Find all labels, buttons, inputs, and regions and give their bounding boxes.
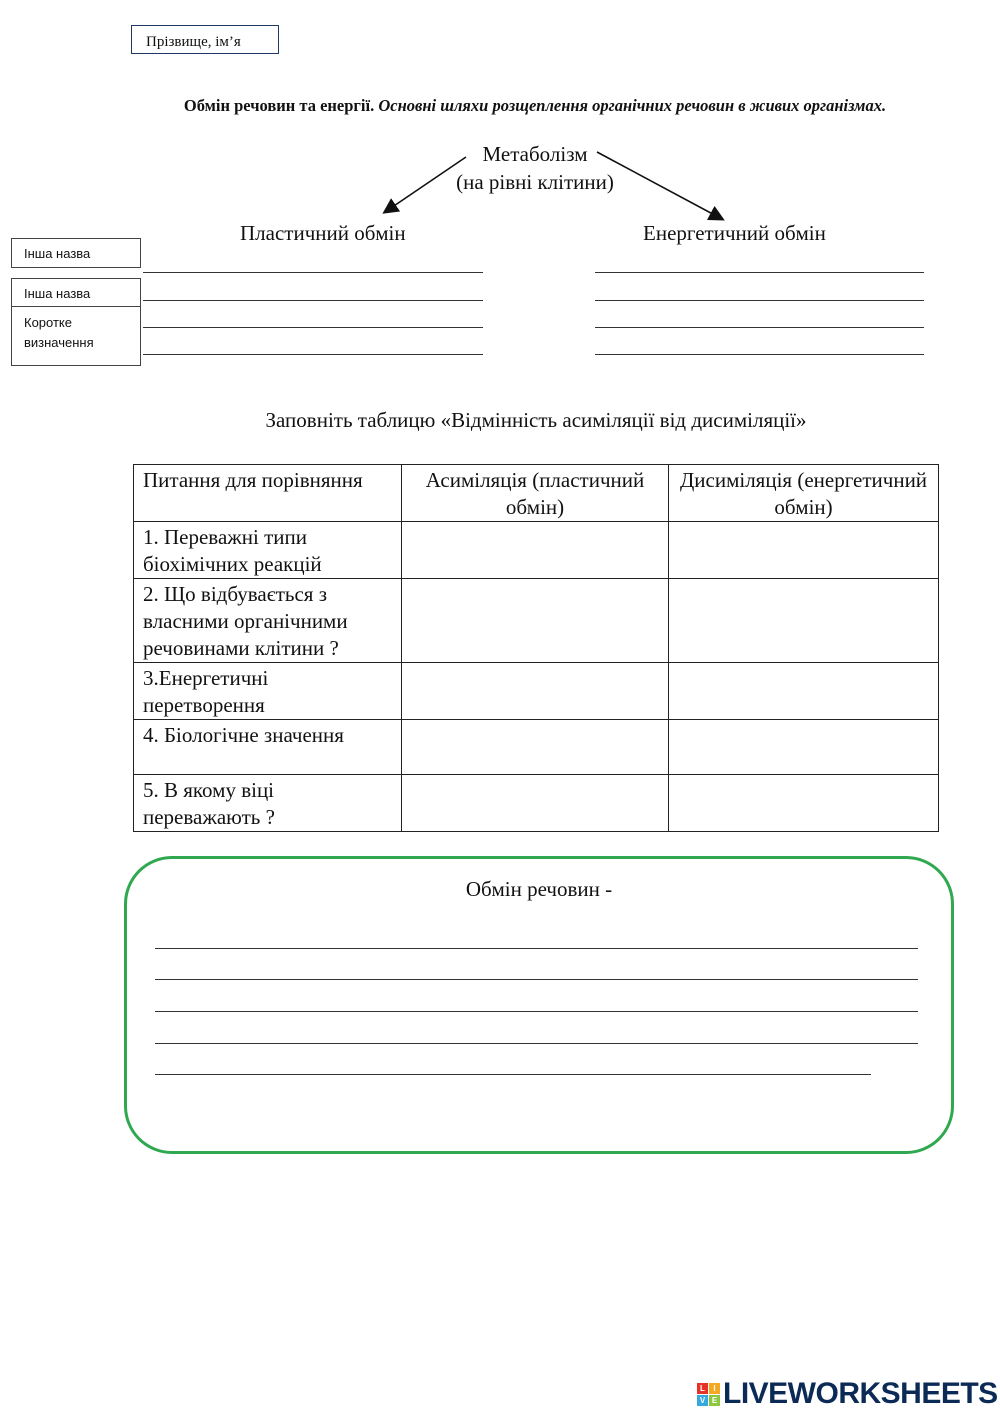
side-label-short-definition	[11, 306, 141, 366]
row-question: 1. Переважні типи біохімічних реакцій	[134, 522, 402, 579]
dissimilation-answer-cell[interactable]	[669, 522, 939, 579]
table-row	[134, 775, 939, 832]
assimilation-answer-cell[interactable]	[402, 663, 669, 720]
header-dissimilation: Дисиміляція (енергетичний обмін)	[669, 465, 939, 522]
definition-line-2[interactable]	[155, 979, 918, 980]
logo-letter: I	[709, 1383, 720, 1394]
answer-line-energy-4[interactable]	[595, 354, 924, 355]
header-comparison-question: Питання для порівняння	[134, 465, 402, 522]
answer-line-energy-3[interactable]	[595, 327, 924, 328]
metabolism-label: Метаболізм	[482, 142, 588, 166]
definition-label: Обмін речовин -	[465, 877, 613, 901]
arrow-left	[385, 157, 466, 212]
side-label-other-name-2	[11, 278, 141, 307]
answer-line-energy-1[interactable]	[595, 272, 924, 273]
side-label-text: Коротке визначення	[24, 315, 94, 350]
dissimilation-answer-cell[interactable]	[669, 579, 939, 663]
table-row	[134, 579, 939, 663]
answer-line-plastic-2[interactable]	[143, 300, 483, 301]
table-caption: Заповніть таблицю «Відмінність асиміляції від дисиміляції»	[265, 408, 807, 432]
assimilation-answer-cell[interactable]	[402, 579, 669, 663]
diagram-arrows	[0, 0, 1000, 260]
logo-text: LIVEWORKSHEETS	[723, 1377, 998, 1410]
answer-line-plastic-3[interactable]	[143, 327, 483, 328]
answer-line-plastic-4[interactable]	[143, 354, 483, 355]
table-row	[134, 720, 939, 775]
answer-line-energy-2[interactable]	[595, 300, 924, 301]
plastic-exchange-heading: Пластичний обмін	[240, 221, 406, 245]
energy-exchange-heading: Енергетичний обмін	[643, 221, 826, 245]
logo-letter: V	[697, 1395, 708, 1406]
definition-line-3[interactable]	[155, 1011, 918, 1012]
title-italic: Основні шляхи розщеплення органічних речовин в живих організмах.	[378, 96, 887, 115]
assimilation-answer-cell[interactable]	[402, 522, 669, 579]
definition-line-1[interactable]	[155, 948, 918, 949]
table-row	[134, 522, 939, 579]
side-label-other-name-1	[11, 238, 141, 268]
row-question: 3.Енергетичні перетворення	[134, 663, 402, 720]
row-question: 5. В якому віці переважають ?	[134, 775, 402, 832]
answer-line-plastic-1[interactable]	[143, 272, 483, 273]
logo-letter: L	[697, 1383, 708, 1394]
side-label-text: Інша назва	[24, 286, 91, 301]
dissimilation-answer-cell[interactable]	[669, 663, 939, 720]
arrow-right	[597, 152, 722, 219]
dissimilation-answer-cell[interactable]	[669, 720, 939, 775]
definition-line-5[interactable]	[155, 1074, 871, 1075]
name-field-label: Прізвище, ім’я	[146, 34, 241, 50]
dissimilation-answer-cell[interactable]	[669, 775, 939, 832]
assimilation-answer-cell[interactable]	[402, 775, 669, 832]
liveworksheets-logo[interactable]	[697, 1376, 998, 1412]
row-question: 2. Що відбувається з власними органічними речовинами клітини ?	[134, 579, 402, 663]
comparison-table	[133, 464, 939, 832]
table-row	[134, 663, 939, 720]
assimilation-answer-cell[interactable]	[402, 720, 669, 775]
metabolism-sublabel: (на рівні клітини)	[456, 170, 614, 194]
row-question: 4. Біологічне значення	[134, 720, 402, 775]
definition-line-4[interactable]	[155, 1043, 918, 1044]
title-bold: Обмін речовин та енергії.	[183, 96, 375, 115]
header-assimilation: Асиміляція (пластичний обмін)	[402, 465, 669, 522]
logo-mark-icon	[697, 1383, 720, 1406]
logo-letter: E	[709, 1395, 720, 1406]
table-header-row	[134, 465, 939, 522]
side-label-text: Інша назва	[24, 246, 91, 261]
